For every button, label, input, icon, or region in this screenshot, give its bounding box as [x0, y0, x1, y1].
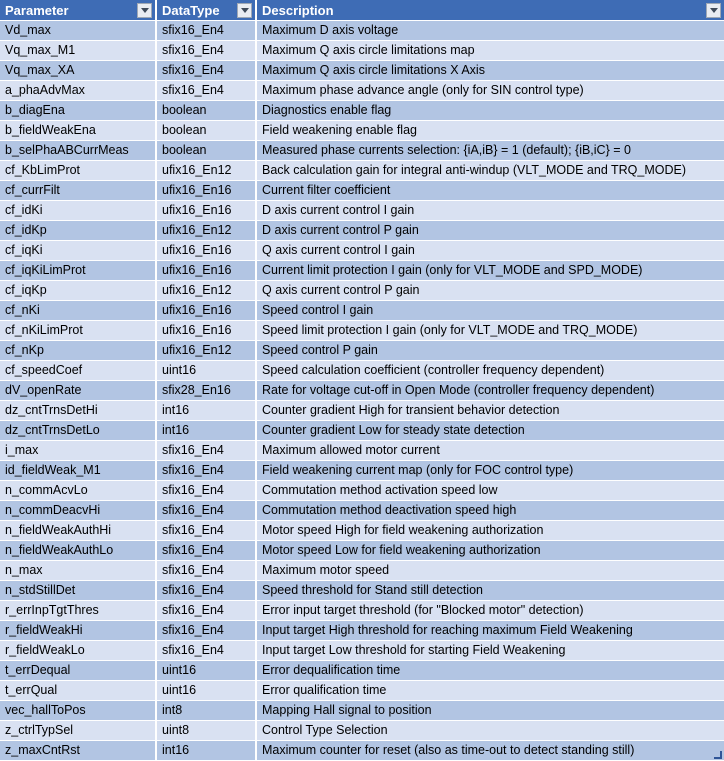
- cell-description[interactable]: Motor speed Low for field weakening authorization: [257, 541, 724, 561]
- table-row: [0, 61, 724, 81]
- cell-description[interactable]: Diagnostics enable flag: [257, 101, 724, 121]
- table-row: [0, 401, 724, 421]
- cell-parameter[interactable]: cf_nKp: [0, 341, 157, 361]
- table-row: [0, 481, 724, 501]
- column-header-label: Description: [262, 2, 334, 18]
- column-header-parameter[interactable]: [0, 0, 157, 21]
- cell-parameter[interactable]: dz_cntTrnsDetLo: [0, 421, 157, 441]
- cell-description[interactable]: Maximum allowed motor current: [257, 441, 724, 461]
- cell-description[interactable]: Maximum phase advance angle (only for SIN control type): [257, 81, 724, 101]
- cell-datatype[interactable]: sfix16_En4: [157, 461, 257, 481]
- table-row: [0, 21, 724, 41]
- cell-datatype[interactable]: int16: [157, 401, 257, 421]
- cell-description[interactable]: Counter gradient Low for steady state detection: [257, 421, 724, 441]
- cell-description[interactable]: Input target High threshold for reaching maximum Field Weakening: [257, 621, 724, 641]
- cell-datatype[interactable]: sfix16_En4: [157, 601, 257, 621]
- table-row: [0, 201, 724, 221]
- cell-parameter[interactable]: cf_KbLimProt: [0, 161, 157, 181]
- cell-parameter[interactable]: n_commAcvLo: [0, 481, 157, 501]
- table-row: [0, 261, 724, 281]
- cell-parameter[interactable]: b_fieldWeakEna: [0, 121, 157, 141]
- cell-parameter[interactable]: n_fieldWeakAuthHi: [0, 521, 157, 541]
- cell-description[interactable]: Back calculation gain for integral anti-windup (VLT_MODE and TRQ_MODE): [257, 161, 724, 181]
- cell-parameter[interactable]: vec_hallToPos: [0, 701, 157, 721]
- cell-description[interactable]: Maximum Q axis circle limitations X Axis: [257, 61, 724, 81]
- table-row: [0, 81, 724, 101]
- table-row: [0, 721, 724, 741]
- cell-description[interactable]: Mapping Hall signal to position: [257, 701, 724, 721]
- cell-description[interactable]: Q axis current control I gain: [257, 241, 724, 261]
- cell-datatype[interactable]: sfix16_En4: [157, 521, 257, 541]
- table-row: [0, 121, 724, 141]
- cell-description[interactable]: Current filter coefficient: [257, 181, 724, 201]
- table-row: [0, 601, 724, 621]
- cell-description[interactable]: Q axis current control P gain: [257, 281, 724, 301]
- cell-parameter[interactable]: id_fieldWeak_M1: [0, 461, 157, 481]
- filter-dropdown-button[interactable]: [237, 3, 252, 18]
- cell-datatype[interactable]: sfix16_En4: [157, 561, 257, 581]
- cell-datatype[interactable]: sfix16_En4: [157, 621, 257, 641]
- cell-datatype[interactable]: int16: [157, 741, 257, 761]
- cell-description[interactable]: Speed calculation coefficient (controller frequency dependent): [257, 361, 724, 381]
- cell-description[interactable]: Motor speed High for field weakening authorization: [257, 521, 724, 541]
- cell-parameter[interactable]: cf_nKi: [0, 301, 157, 321]
- column-header-datatype[interactable]: [157, 0, 257, 21]
- cell-description[interactable]: Commutation method activation speed low: [257, 481, 724, 501]
- chevron-down-icon: [141, 8, 149, 13]
- table-row: [0, 321, 724, 341]
- table-row: [0, 581, 724, 601]
- cell-parameter[interactable]: Vq_max_XA: [0, 61, 157, 81]
- cell-parameter[interactable]: z_maxCntRst: [0, 741, 157, 761]
- table-row: [0, 521, 724, 541]
- cell-description[interactable]: Maximum Q axis circle limitations map: [257, 41, 724, 61]
- cell-datatype[interactable]: uint16: [157, 661, 257, 681]
- cell-description[interactable]: Speed limit protection I gain (only for VLT_MODE and TRQ_MODE): [257, 321, 724, 341]
- cell-description[interactable]: Maximum D axis voltage: [257, 21, 724, 41]
- cell-datatype[interactable]: sfix16_En4: [157, 541, 257, 561]
- cell-parameter[interactable]: n_max: [0, 561, 157, 581]
- chevron-down-icon: [710, 8, 718, 13]
- table-body: [0, 21, 724, 761]
- cell-description[interactable]: Maximum motor speed: [257, 561, 724, 581]
- cell-parameter[interactable]: n_fieldWeakAuthLo: [0, 541, 157, 561]
- table-row: [0, 341, 724, 361]
- cell-datatype[interactable]: sfix16_En4: [157, 581, 257, 601]
- cell-parameter[interactable]: dV_openRate: [0, 381, 157, 401]
- cell-parameter[interactable]: n_commDeacvHi: [0, 501, 157, 521]
- table-row: [0, 381, 724, 401]
- cell-description[interactable]: Maximum counter for reset (also as time-out to detect standing still): [257, 741, 724, 761]
- cell-datatype[interactable]: ufix16_En12: [157, 281, 257, 301]
- cell-datatype[interactable]: int8: [157, 701, 257, 721]
- cell-datatype[interactable]: sfix16_En4: [157, 81, 257, 101]
- cell-parameter[interactable]: cf_idKp: [0, 221, 157, 241]
- cell-description[interactable]: Speed threshold for Stand still detection: [257, 581, 724, 601]
- cell-parameter[interactable]: t_errDequal: [0, 661, 157, 681]
- cell-description[interactable]: Control Type Selection: [257, 721, 724, 741]
- table-row: [0, 561, 724, 581]
- cell-parameter[interactable]: Vd_max: [0, 21, 157, 41]
- cell-description[interactable]: Measured phase currents selection: {iA,iB} = 1 (default); {iB,iC} = 0: [257, 141, 724, 161]
- cell-description[interactable]: Commutation method deactivation speed high: [257, 501, 724, 521]
- table-row: [0, 421, 724, 441]
- cell-datatype[interactable]: ufix16_En12: [157, 161, 257, 181]
- cell-parameter[interactable]: Vq_max_M1: [0, 41, 157, 61]
- cell-description[interactable]: Error dequalification time: [257, 661, 724, 681]
- cell-datatype[interactable]: uint8: [157, 721, 257, 741]
- table-row: [0, 741, 724, 761]
- cell-parameter[interactable]: cf_iqKi: [0, 241, 157, 261]
- table-row: [0, 701, 724, 721]
- table-row: [0, 541, 724, 561]
- cell-parameter[interactable]: cf_idKi: [0, 201, 157, 221]
- cell-parameter[interactable]: n_stdStillDet: [0, 581, 157, 601]
- table-row: [0, 41, 724, 61]
- cell-datatype[interactable]: ufix16_En16: [157, 261, 257, 281]
- table-row: [0, 101, 724, 121]
- table-row: [0, 281, 724, 301]
- cell-datatype[interactable]: boolean: [157, 101, 257, 121]
- cell-datatype[interactable]: uint16: [157, 361, 257, 381]
- cell-parameter[interactable]: cf_iqKiLimProt: [0, 261, 157, 281]
- table-resize-handle-icon[interactable]: [714, 751, 722, 759]
- cell-datatype[interactable]: int16: [157, 421, 257, 441]
- cell-description[interactable]: Speed control P gain: [257, 341, 724, 361]
- cell-description[interactable]: D axis current control P gain: [257, 221, 724, 241]
- cell-datatype[interactable]: sfix28_En16: [157, 381, 257, 401]
- cell-description[interactable]: D axis current control I gain: [257, 201, 724, 221]
- table-row: [0, 621, 724, 641]
- table-row: [0, 301, 724, 321]
- table-row: [0, 181, 724, 201]
- cell-parameter[interactable]: z_ctrlTypSel: [0, 721, 157, 741]
- cell-datatype[interactable]: ufix16_En16: [157, 201, 257, 221]
- cell-datatype[interactable]: ufix16_En16: [157, 301, 257, 321]
- cell-parameter[interactable]: i_max: [0, 441, 157, 461]
- cell-parameter[interactable]: r_fieldWeakLo: [0, 641, 157, 661]
- column-header-label: DataType: [162, 2, 220, 18]
- table-row: [0, 361, 724, 381]
- cell-datatype[interactable]: uint16: [157, 681, 257, 701]
- cell-parameter[interactable]: r_errInpTgtThres: [0, 601, 157, 621]
- cell-parameter[interactable]: t_errQual: [0, 681, 157, 701]
- chevron-down-icon: [241, 8, 249, 13]
- cell-parameter[interactable]: a_phaAdvMax: [0, 81, 157, 101]
- column-header-label: Parameter: [5, 2, 69, 18]
- cell-description[interactable]: Field weakening current map (only for FOC control type): [257, 461, 724, 481]
- column-header-description[interactable]: [257, 0, 724, 21]
- table-row: [0, 221, 724, 241]
- table-row: [0, 161, 724, 181]
- cell-description[interactable]: Field weakening enable flag: [257, 121, 724, 141]
- cell-parameter[interactable]: r_fieldWeakHi: [0, 621, 157, 641]
- cell-description[interactable]: Counter gradient High for transient behavior detection: [257, 401, 724, 421]
- filter-dropdown-button[interactable]: [137, 3, 152, 18]
- cell-datatype[interactable]: ufix16_En12: [157, 341, 257, 361]
- cell-datatype[interactable]: ufix16_En16: [157, 241, 257, 261]
- filter-dropdown-button[interactable]: [706, 3, 721, 18]
- cell-datatype[interactable]: boolean: [157, 121, 257, 141]
- cell-datatype[interactable]: sfix16_En4: [157, 481, 257, 501]
- table-row: [0, 461, 724, 481]
- cell-parameter[interactable]: dz_cntTrnsDetHi: [0, 401, 157, 421]
- cell-parameter[interactable]: cf_speedCoef: [0, 361, 157, 381]
- cell-datatype[interactable]: sfix16_En4: [157, 41, 257, 61]
- cell-description[interactable]: Rate for voltage cut-off in Open Mode (controller frequency dependent): [257, 381, 724, 401]
- table-row: [0, 501, 724, 521]
- cell-datatype[interactable]: sfix16_En4: [157, 61, 257, 81]
- cell-description[interactable]: Speed control I gain: [257, 301, 724, 321]
- cell-datatype[interactable]: ufix16_En12: [157, 221, 257, 241]
- table-row: [0, 441, 724, 461]
- cell-description[interactable]: Current limit protection I gain (only for VLT_MODE and SPD_MODE): [257, 261, 724, 281]
- cell-datatype[interactable]: sfix16_En4: [157, 641, 257, 661]
- cell-parameter[interactable]: b_diagEna: [0, 101, 157, 121]
- cell-datatype[interactable]: ufix16_En16: [157, 321, 257, 341]
- cell-description[interactable]: Input target Low threshold for starting Field Weakening: [257, 641, 724, 661]
- cell-datatype[interactable]: ufix16_En16: [157, 181, 257, 201]
- cell-datatype[interactable]: sfix16_En4: [157, 501, 257, 521]
- cell-parameter[interactable]: b_selPhaABCurrMeas: [0, 141, 157, 161]
- cell-parameter[interactable]: cf_iqKp: [0, 281, 157, 301]
- table-row: [0, 681, 724, 701]
- cell-parameter[interactable]: cf_currFilt: [0, 181, 157, 201]
- cell-parameter[interactable]: cf_nKiLimProt: [0, 321, 157, 341]
- cell-description[interactable]: Error qualification time: [257, 681, 724, 701]
- table-row: [0, 641, 724, 661]
- cell-description[interactable]: Error input target threshold (for "Blocked motor" detection): [257, 601, 724, 621]
- table-row: [0, 141, 724, 161]
- table-header-row: [0, 0, 724, 21]
- cell-datatype[interactable]: sfix16_En4: [157, 21, 257, 41]
- table-row: [0, 661, 724, 681]
- table-row: [0, 241, 724, 261]
- cell-datatype[interactable]: sfix16_En4: [157, 441, 257, 461]
- cell-datatype[interactable]: boolean: [157, 141, 257, 161]
